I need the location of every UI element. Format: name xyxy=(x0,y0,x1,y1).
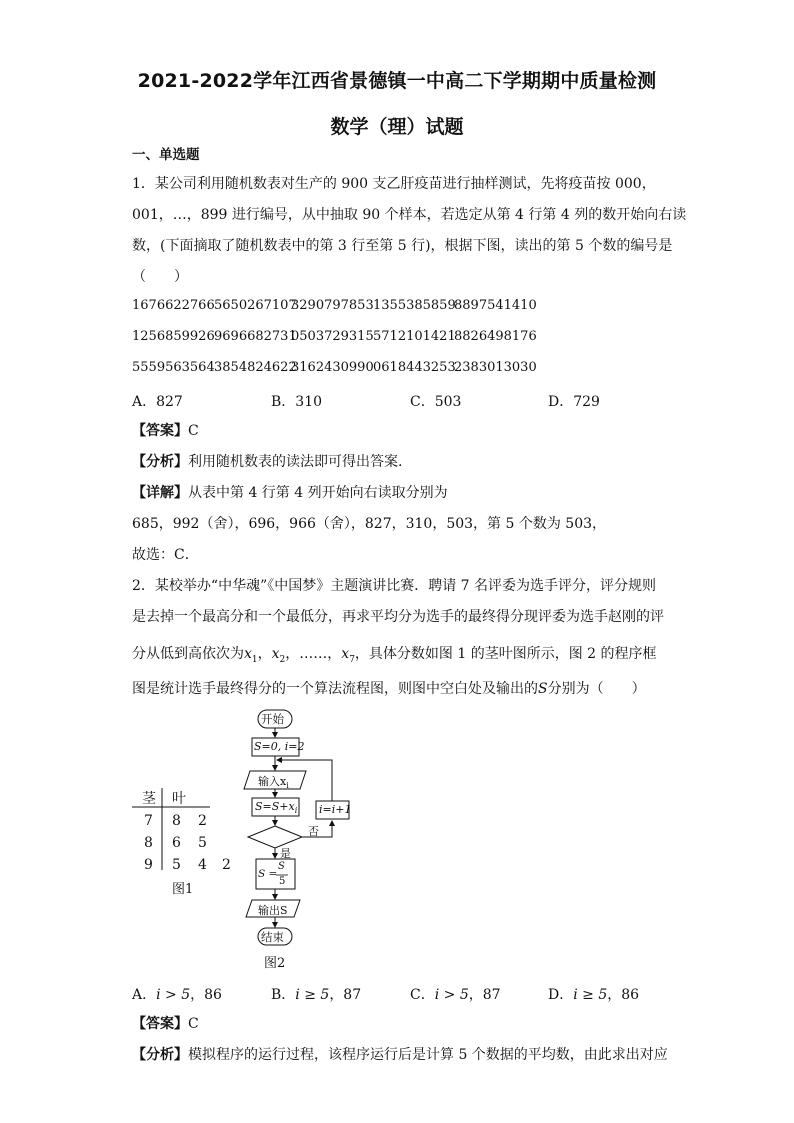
q1-option-b: B．310 xyxy=(271,394,323,410)
q2-line-3: 分从低到高依次为$x_1$，$x_2$，……，$x_7$，具体分数如图 1 的茎叶图所示，图 2 的程序框 xyxy=(132,646,657,665)
var-x7-sub: 7 xyxy=(349,654,355,665)
q2-option-c xyxy=(410,984,501,1004)
analysis-tag: 【分析】 xyxy=(132,454,188,470)
q2-answer xyxy=(132,1015,199,1033)
q1-option-c: C．503 xyxy=(410,394,462,410)
divide-denominator: 5 xyxy=(279,876,286,887)
var-x7: x xyxy=(341,646,350,662)
q1-option-a: A．827 xyxy=(132,394,183,410)
option-value: ，86 xyxy=(190,987,222,1003)
detail-tag: 【详解】 xyxy=(132,485,188,501)
assign-text: S=S+x xyxy=(255,800,295,813)
q2-option-b xyxy=(271,984,361,1004)
input-text: 输入x xyxy=(258,775,287,788)
option-value: ，87 xyxy=(329,987,362,1003)
q2-analysis xyxy=(132,1046,668,1064)
stem-value: 9 xyxy=(144,857,153,873)
detail-text: 从表中第 4 行第 4 列开始向右读取分别为 xyxy=(188,485,448,501)
answer-value: C xyxy=(188,1016,199,1032)
document-subtitle: 数学（理）试题 xyxy=(330,116,464,138)
var-x1-sub: 1 xyxy=(251,654,258,665)
stem-header: 茎 xyxy=(142,791,156,807)
output-label: 输出S xyxy=(258,904,288,917)
assign-label xyxy=(255,800,297,815)
input-sub: i xyxy=(286,781,289,791)
q2-line-1: 2．某校举办“中华魂”《中国梦》主题演讲比赛．聘请 7 名评委为选手评分，评分规则 xyxy=(132,578,657,594)
end-label: 结束 xyxy=(261,930,284,944)
answer-value: C xyxy=(188,423,199,439)
table-cell: 2383013030 xyxy=(454,360,537,375)
table-cell: 8826498176 xyxy=(454,329,537,344)
var-x2-sub: 2 xyxy=(279,654,286,665)
table-cell: 3290797853 xyxy=(291,298,374,313)
figure-1-caption: 图1 xyxy=(172,882,194,897)
q2-line-2: 是去掉一个最高分和一个最低分，再求平均分为选手的最终得分现评委为选手赵刚的评 xyxy=(132,609,664,625)
no-label: 否 xyxy=(308,825,319,838)
q1-answer xyxy=(132,422,199,440)
option-letter: B． xyxy=(271,987,296,1003)
q2-option-a xyxy=(132,984,222,1004)
stem-value: 7 xyxy=(144,813,153,829)
table-cell: 5712101421 xyxy=(373,329,456,344)
table-cell: 8897541410 xyxy=(454,298,537,313)
analysis-text: 利用随机数表的读法即可得出答案. xyxy=(188,454,403,470)
leaf-value: 6 xyxy=(172,835,181,851)
option-letter: C． xyxy=(410,987,435,1003)
option-expr: i > 5 xyxy=(434,987,469,1003)
q1-detail xyxy=(132,484,448,502)
option-value: ，87 xyxy=(468,987,501,1003)
q2-option-d xyxy=(548,984,639,1004)
q1-detail-line-2: 685，992（舍），696，966（舍），827，310，503，第 5 个数为 503， xyxy=(132,516,607,532)
q1-line-3: 数，(下面摘取了随机数表中的第 3 行至第 5 行)，根据下图，读出的第 5 个数的编号是 xyxy=(132,238,673,254)
increment-label: i=i+1 xyxy=(319,803,352,816)
leaf-value: 4 xyxy=(198,857,207,873)
option-value: ，86 xyxy=(607,987,640,1003)
q2-line-4 xyxy=(132,680,646,698)
leaf-value: 2 xyxy=(198,813,207,829)
table-cell: 3162430990 xyxy=(291,360,374,375)
flowchart xyxy=(236,706,366,971)
start-label: 开始 xyxy=(261,712,284,726)
leaf-value: 5 xyxy=(198,835,207,851)
answer-tag: 【答案】 xyxy=(132,1016,188,1032)
q1-line-4: （ ） xyxy=(132,269,188,285)
option-expr: i > 5 xyxy=(156,987,191,1003)
q1-option-d: D．729 xyxy=(548,394,600,410)
divide-numerator: S xyxy=(278,861,285,872)
q1-line-1: 1．某公司利用随机数表对生产的 900 支乙肝疫苗进行抽样测试，先将疫苗按 000， xyxy=(132,176,656,192)
table-cell: 5650267107 xyxy=(214,298,297,313)
analysis-tag: 【分析】 xyxy=(132,1047,188,1063)
option-expr: i ≥ 5 xyxy=(295,987,330,1003)
yes-label: 是 xyxy=(280,847,291,860)
assign-sub: i xyxy=(294,806,298,816)
figure-2-caption: 图2 xyxy=(264,956,286,971)
table-cell: 1256859926 xyxy=(132,329,215,344)
table-cell: 1676622766 xyxy=(132,298,215,313)
var-x1: x xyxy=(244,646,252,662)
stem-value: 8 xyxy=(144,835,153,851)
document-title: 2021-2022学年江西省景德镇一中高二下学期期中质量检测 xyxy=(137,70,657,92)
condition-diamond xyxy=(248,826,302,848)
option-letter: A． xyxy=(132,987,157,1003)
leaf-header: 叶 xyxy=(172,791,186,807)
option-expr: i ≥ 5 xyxy=(573,987,608,1003)
table-cell: 5559563564 xyxy=(132,360,215,375)
q1-analysis xyxy=(132,453,402,471)
divide-lhs: S = xyxy=(258,868,278,880)
input-label xyxy=(258,773,289,790)
q1-line-2: 001，…，899 进行编号，从中抽取 90 个样本，若选定从第 4 行第 4 列的数开始向右读 xyxy=(132,207,687,223)
table-cell: 1355385859 xyxy=(373,298,456,313)
q1-detail-line-3: 故选：C． xyxy=(132,547,199,563)
leaf-value: 5 xyxy=(172,857,181,873)
q2-line-3-start: 分从低到高依次为 xyxy=(132,646,244,662)
q2-line-4-end: 分别为（ ） xyxy=(547,681,646,697)
table-cell: 3854824622 xyxy=(214,360,297,375)
answer-tag: 【答案】 xyxy=(132,423,188,439)
section-heading: 一、单选题 xyxy=(132,147,200,163)
ellipsis: …… xyxy=(299,646,328,662)
var-s: S xyxy=(538,681,548,697)
analysis-text: 模拟程序的运行过程，该程序运行后是计算 5 个数据的平均数，由此求出对应 xyxy=(188,1047,668,1063)
var-x2: x xyxy=(271,646,280,662)
q2-line-4-start: 图是统计选手最终得分的一个算法流程图，则图中空白处及输出的 xyxy=(132,681,538,697)
init-label: S=0, i=2 xyxy=(254,740,305,753)
table-cell: 0503729315 xyxy=(291,329,374,344)
stem-leaf-plot xyxy=(128,786,240,896)
table-cell: 9696682731 xyxy=(214,329,297,344)
leaf-value: 8 xyxy=(172,813,181,829)
table-cell: 0618443253 xyxy=(373,360,456,375)
q2-line-3-end: ，具体分数如图 1 的茎叶图所示，图 2 的程序框 xyxy=(354,646,657,662)
option-letter: D． xyxy=(548,987,574,1003)
leaf-value: 2 xyxy=(222,857,231,873)
